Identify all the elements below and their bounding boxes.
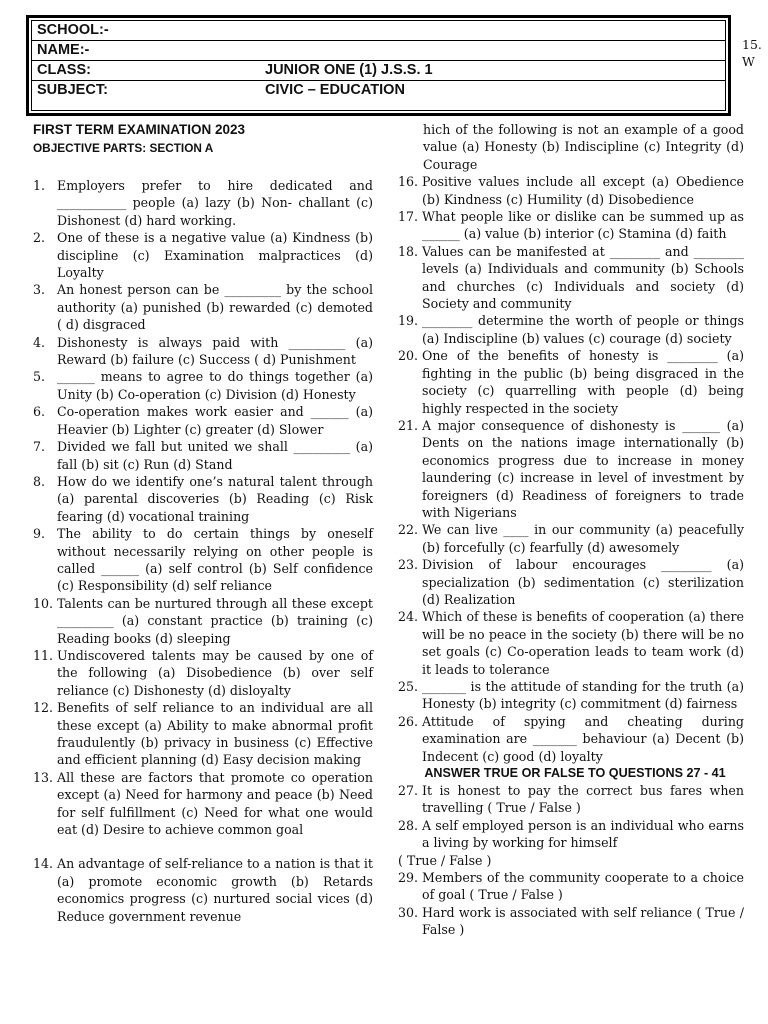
question-number: 18. [398, 243, 419, 259]
class-label: CLASS: [37, 62, 91, 78]
question-text: Values can be manifested at ________ and ________ levels (a) Individuals and community (b) Schools and churches (c) Individuals and society (d) Society and community [422, 243, 744, 312]
question-16 [398, 173, 744, 208]
question-text: Hard work is associated with self reliance ( True / False ) [422, 904, 744, 938]
question-text: Co-operation makes work easier and ______ (a) Heavier (b) Lighter (c) greater (d) Slower [57, 404, 373, 437]
question-text: What people like or dislike can be summed up as ______ (a) value (b) interior (c) Stamina (d) faith [422, 209, 744, 242]
question-5 [33, 368, 373, 403]
question-number: 28. [398, 817, 419, 833]
question-8 [33, 473, 373, 525]
question-12 [33, 699, 373, 769]
question-29 [398, 869, 744, 904]
question-text: One of the benefits of honesty is ________ (a) fighting in the public (b) being disgraced in the society (c) quarrelling with people (d) being highly respected in the society [422, 348, 744, 416]
question-text: Which of these is benefits of cooperation (a) there will be no peace in the society (b) there will be no set goals (c) Co-operation leads to team work (d) it leads to tolerance [422, 609, 744, 677]
question-text: Members of the community cooperate to a choice of goal ( True / False ) [422, 870, 744, 903]
question-23 [398, 556, 744, 608]
exam-title: FIRST TERM EXAMINATION 2023 [33, 122, 246, 137]
question-number: 6. [33, 404, 46, 420]
class-value: JUNIOR ONE (1) J.S.S. 1 [265, 62, 433, 78]
question-number: 1. [33, 178, 46, 193]
student-info-table [31, 20, 726, 111]
question-text: It is honest to pay the correct bus fares when travelling ( True / False ) [422, 783, 744, 816]
question-number: 8. [33, 473, 46, 489]
question-text: Undiscovered talents may be caused by one of the following (a) Disobedience (b) over self reliance (c) Dishonesty (d) disloyalty [57, 647, 373, 698]
question-text: Attitude of spying and cheating during examination are _______ behaviour (a) Decent (b) Indecent (c) good (d) loyalty [422, 713, 744, 764]
subject-label: SUBJECT: [37, 82, 108, 98]
question-9 [33, 525, 373, 595]
question-text: ______ means to agree to do things together (a) Unity (b) Co-operation (c) Division (d) Honesty [57, 369, 373, 402]
question-20 [398, 347, 744, 417]
question-number: 19. [398, 313, 419, 329]
question-18 [398, 243, 744, 313]
question-text: An honest person can be _________ by the school authority (a) punished (b) rewarded (c) demoted ( d) disgraced [57, 282, 373, 333]
question-number: 26. [398, 713, 419, 729]
question-text: ________ determine the worth of people or things (a) Indiscipline (b) values (c) courage (d) society [422, 313, 744, 346]
name-label: NAME:- [37, 42, 90, 58]
question-28-answer: ( True / False ) [398, 852, 492, 868]
question-text: Employers prefer to hire dedicated and ___________ people (a) lazy (b) Non- challant (c) Dishonest (d) hard working. [57, 178, 373, 228]
name-row [32, 41, 725, 61]
question-number: 3. [33, 282, 46, 298]
question-text: One of these is a negative value (a) Kindness (b) discipline (c) Examination malpractices (d) Loyalty [57, 230, 373, 281]
question-number: 12. [33, 700, 54, 716]
question-text: An advantage of self-reliance to a nation is that it (a) promote economic growth (b) Retards economics progress (c) nurtured social vices (d) Reduce government revenue [57, 856, 373, 924]
question-1 [33, 177, 373, 229]
question-text: A self employed person is an individual who earns a living by working for himself [422, 817, 744, 851]
question-10 [33, 595, 373, 647]
question-text: Dishonesty is always paid with _________ (a) Reward (b) failure (c) Success ( d) Punishment [57, 334, 373, 368]
question-number: 24. [398, 609, 419, 625]
question-13 [33, 769, 373, 839]
school-label: SCHOOL:- [37, 22, 109, 38]
question-text: Benefits of self reliance to an individual are all these except (a) Ability to make abnormal profit fraudulently (b) privacy in business (c) Effective and efficient planning (d) Easy decision making [57, 700, 373, 768]
question-number: 13. [33, 769, 54, 785]
question-25 [398, 678, 744, 713]
question-text: The ability to do certain things by oneself without necessarily relying on other people is called ______ (a) self control (b) Self confidence (c) Responsibility (d) self reliance [57, 526, 373, 594]
margin-line-1: 15. [742, 37, 762, 52]
question-26 [398, 713, 744, 765]
student-info-box [26, 15, 731, 116]
subject-value: CIVIC – EDUCATION [265, 82, 405, 98]
question-number: 30. [398, 904, 419, 920]
question-number: 10. [33, 595, 54, 611]
question-text: A major consequence of dishonesty is ______ (a) Dents on the nations image internationally (b) economics progress due to increase in money laundering (c) increase in level of investment by foreigners (d) Readiness of foreigners to trade with Nigerians [422, 417, 744, 520]
question-text: Division of labour encourages ________ (a) specialization (b) sedimentation (c) sterilization (d) Realization [422, 557, 744, 607]
question-11 [33, 647, 373, 699]
question-number: 23. [398, 557, 419, 573]
question-text: Divided we fall but united we shall _________ (a) fall (b) sit (c) Run (d) Stand [57, 439, 373, 472]
question-15-continuation: hich of the following is not an example of a good value (a) Honesty (b) Indiscipline (c) Integrity (d) Courage [423, 122, 744, 172]
question-number: 29. [398, 870, 419, 886]
cut-off-margin-text [742, 36, 762, 70]
question-number: 4. [33, 334, 46, 350]
subject-row [32, 81, 725, 101]
question-number: 20. [398, 348, 419, 364]
question-number: 27. [398, 783, 419, 799]
question-24 [398, 608, 744, 678]
question-number: 22. [398, 522, 419, 538]
question-number: 9. [33, 526, 46, 542]
question-number: 5. [33, 369, 46, 385]
question-30 [398, 904, 744, 939]
question-number: 21. [398, 417, 419, 433]
question-19 [398, 312, 744, 347]
question-number: 7. [33, 439, 46, 455]
school-row [32, 21, 725, 41]
question-28 [398, 817, 744, 852]
question-text: Talents can be nurtured through all these except _________ (a) constant practice (b) training (c) Reading books (d) sleeping [57, 595, 373, 646]
question-number: 25. [398, 679, 419, 694]
left-column [33, 121, 373, 925]
question-17 [398, 208, 744, 243]
question-3 [33, 281, 373, 333]
question-number: 16. [398, 174, 419, 190]
question-number: 2. [33, 230, 46, 246]
question-7 [33, 438, 373, 473]
question-number: 14. [33, 856, 54, 872]
class-row [32, 61, 725, 81]
question-text: All these are factors that promote co operation except (a) Need for harmony and peace (b) Need for self fulfillment (c) Need for what one would eat (d) Desire to achieve common goal [57, 769, 373, 838]
question-22 [398, 521, 744, 556]
question-27 [398, 782, 744, 817]
question-14 [33, 855, 373, 925]
question-21 [398, 417, 744, 521]
right-column [398, 121, 744, 939]
question-text: How do we identify one’s natural talent through (a) parental discoveries (b) Reading (c) Risk fearing (d) vocational training [57, 473, 373, 524]
question-4 [33, 334, 373, 369]
question-number: 17. [398, 209, 419, 225]
true-false-heading: ANSWER TRUE OR FALSE TO QUESTIONS 27 - 41 [424, 766, 726, 781]
question-2 [33, 229, 373, 281]
question-text: We can live ____ in our community (a) peacefully (b) forcefully (c) fearfully (d) awesomely [422, 522, 744, 555]
section-title: OBJECTIVE PARTS: SECTION A [33, 141, 214, 155]
margin-line-2: W [742, 54, 755, 69]
question-text: _______ is the attitude of standing for the truth (a) Honesty (b) integrity (c) commitment (d) fairness [422, 679, 744, 712]
question-6 [33, 403, 373, 438]
question-text: Positive values include all except (a) Obedience (b) Kindness (c) Humility (d) Disobedience [422, 174, 744, 207]
question-number: 11. [33, 647, 54, 663]
